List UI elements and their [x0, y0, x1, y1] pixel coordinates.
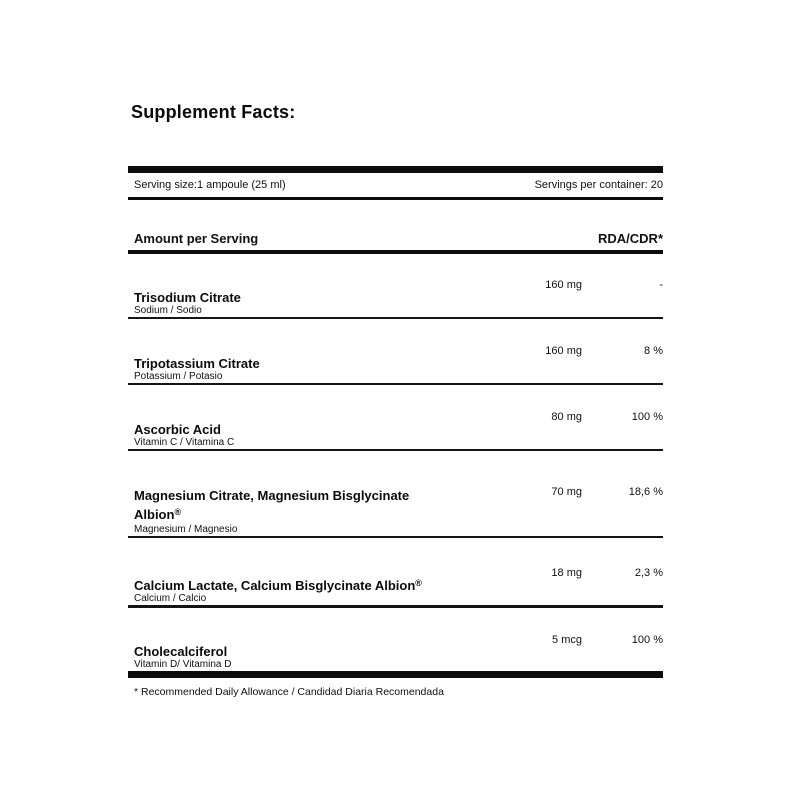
nutrient-name-text-line2: Albion — [134, 507, 175, 522]
nutrient-name-column — [134, 634, 504, 670]
serving-divider-bar — [128, 197, 663, 200]
nutrient-rda-value: - — [659, 279, 663, 291]
supplement-facts-label — [128, 0, 663, 698]
nutrient-amount: 5 mcg — [552, 634, 582, 646]
nutrient-name-text: Calcium Lactate, Calcium Bisglycinate Albion — [134, 578, 416, 593]
rda-cdr-header: RDA/CDR* — [598, 231, 663, 246]
nutrient-name-text: Tripotassium Citrate — [134, 356, 260, 371]
nutrient-name — [134, 645, 504, 659]
nutrient-name-column — [134, 411, 504, 448]
nutrient-rda-value: 18,6 % — [628, 486, 663, 498]
servings-per-container-text: Servings per container: 20 — [534, 179, 663, 191]
nutrient-name — [134, 291, 504, 305]
nutrient-name-text: Cholecalciferol — [134, 644, 228, 659]
nutrient-rda-value: 100 % — [631, 634, 663, 646]
nutrient-name — [134, 486, 504, 524]
nutrient-rda-value: 100 % — [631, 411, 663, 423]
nutrient-subname: Magnesium / Magnesio — [134, 524, 238, 535]
nutrient-name-column — [134, 345, 504, 382]
nutrient-row-trisodium-citrate — [128, 254, 663, 319]
nutrient-rda-value: 8 % — [644, 345, 663, 357]
nutrient-amount: 80 mg — [551, 411, 582, 423]
nutrient-name-column — [134, 486, 504, 535]
top-divider-bar — [128, 166, 663, 173]
nutrient-amount: 160 mg — [545, 345, 582, 357]
nutrient-row-tripotassium-citrate — [128, 319, 663, 385]
nutrient-subname: Vitamin C / Vitamina C — [134, 437, 235, 448]
nutrient-amount: 18 mg — [551, 567, 582, 579]
rda-footnote: * Recommended Daily Allowance / Candidad Diaria Recomendada — [134, 686, 444, 698]
nutrient-name — [134, 423, 504, 437]
nutrient-name-column — [134, 279, 504, 316]
nutrient-subname: Sodium / Sodio — [134, 305, 202, 316]
registered-trademark-symbol: ® — [415, 578, 422, 588]
nutrient-subname: Vitamin D/ Vitamina D — [134, 659, 232, 670]
table-header-row — [128, 231, 663, 250]
label-title: Supplement Facts: — [131, 102, 296, 122]
nutrient-row-calcium — [128, 538, 663, 608]
nutrient-name — [134, 357, 504, 371]
amount-per-serving-header: Amount per Serving — [134, 231, 259, 246]
nutrient-name — [134, 579, 504, 593]
nutrient-row-magnesium — [128, 451, 663, 538]
nutrient-amount: 160 mg — [545, 279, 582, 291]
nutrient-subname: Calcium / Calcio — [134, 593, 207, 604]
nutrient-name-column — [134, 567, 504, 604]
nutrient-row-ascorbic-acid — [128, 385, 663, 451]
registered-trademark-symbol: ® — [174, 507, 182, 517]
nutrient-name-text: Ascorbic Acid — [134, 422, 221, 437]
serving-info-row — [128, 173, 663, 197]
nutrient-amount: 70 mg — [551, 486, 582, 498]
nutrient-name-text: Magnesium Citrate, Magnesium Bisglycinate — [134, 488, 410, 503]
nutrient-name-text: Trisodium Citrate — [134, 290, 241, 305]
serving-size-text: Serving size:1 ampoule (25 ml) — [134, 179, 286, 191]
nutrient-subname: Potassium / Potasio — [134, 371, 223, 382]
nutrient-row-cholecalciferol — [128, 608, 663, 678]
nutrient-rda-value: 2,3 % — [634, 567, 663, 579]
